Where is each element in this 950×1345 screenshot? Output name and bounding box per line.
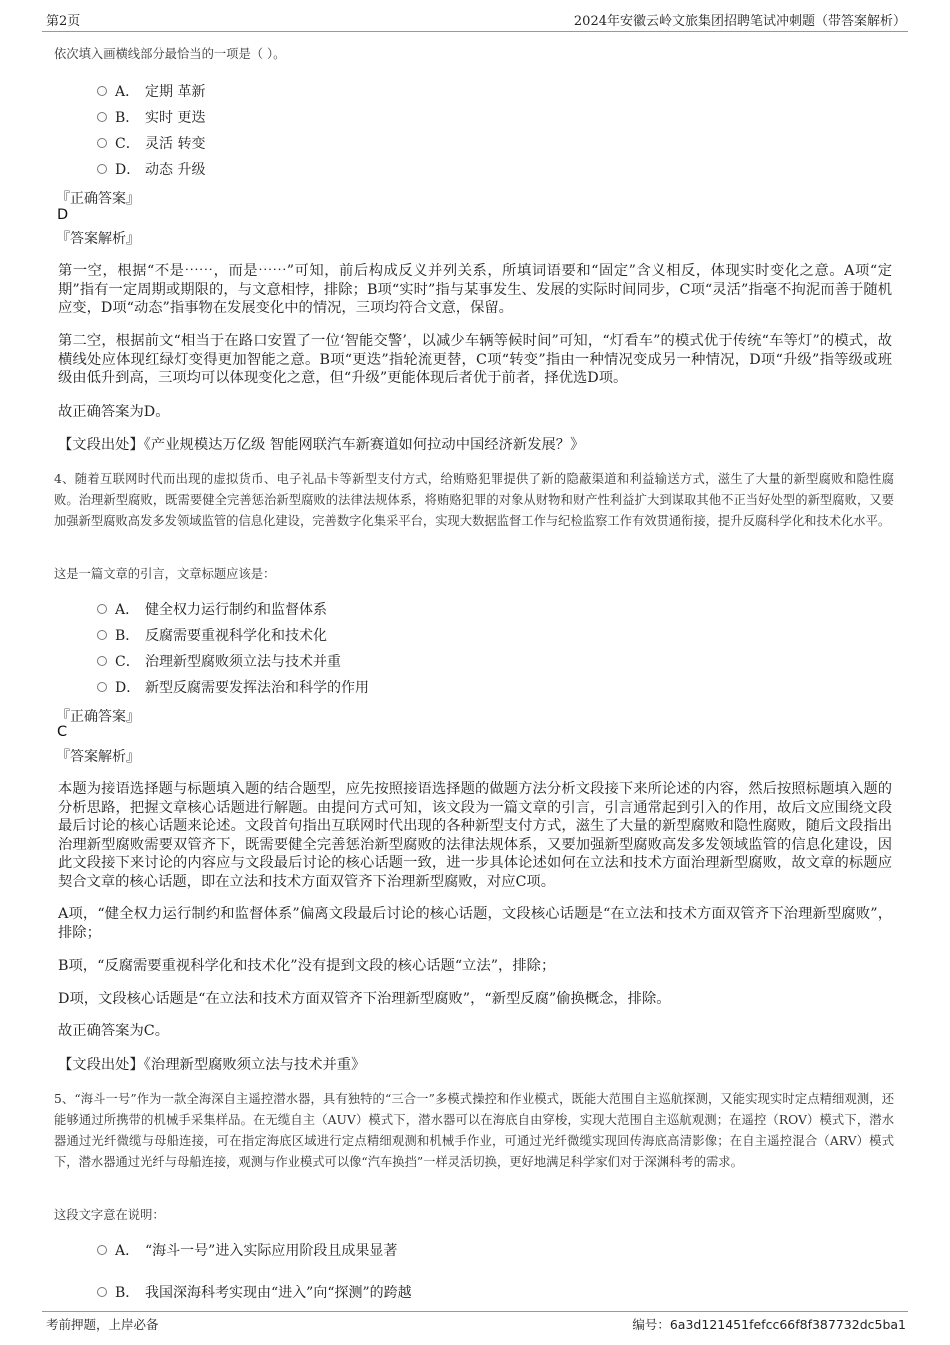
q3-analysis-para-2: 第二空，根据前文“相当于在路口安置了一位‘智能交警’，以减少车辆等候时间”可知，“灯看车”的模式优于传统“车等灯”的模式，故横线处应体现红绿灯变得更加智能之意。B项“更迭”指轮流更替，C项“转变”指由一种情况变成另一种情况，D项“升级”指等级或班级由低升到高，三项均可以体现变化之意，但“升级”更能体现后者优于前者，择优选D项。 (58, 333, 893, 386)
q4-conclusion: 故正确答案为C。 (58, 1023, 170, 1039)
document-title: 2024年安徽云岭文旅集团招聘笔试冲刺题（带答案解析） (573, 14, 906, 29)
q4-answer: C (57, 724, 68, 740)
q4-analysis-option-b: B项，“反腐需要重视科学化和技术化”没有提到文段的核心话题“立法”，排除； (58, 958, 556, 974)
footer-divider (42, 1311, 908, 1312)
radio-icon[interactable] (97, 682, 107, 692)
q3-analysis-para-1: 第一空，根据“不是⋯⋯，而是⋯⋯”可知，前后构成反义并列关系，所填词语要和“固定”含义相反，体现实时变化之意。A项“定期”指有一定周期或期限的，与文意相悖，排除；B项“实时”指与某事发生、发展的实际时间同步，C项“灵活”指毫不拘泥而善于随机应变，D项“动态”指事物在发展变化中的情况，三项均符合文意，保留。 (58, 263, 892, 316)
page-number: 第2页 (46, 14, 81, 29)
q3-option-a[interactable]: A． 定期 革新 (97, 81, 205, 101)
header-divider (42, 31, 908, 32)
q3-conclusion: 故正确答案为D。 (58, 404, 170, 420)
q3-source: 【文段出处】《产业规模达万亿级 智能网联汽车新赛道如何拉动中国经济新发展？》 (58, 437, 585, 453)
radio-icon[interactable] (97, 656, 107, 666)
radio-icon[interactable] (97, 164, 107, 174)
q5-stem: 5、“海斗一号”作为一款全海深自主遥控潜水器，具有独特的“三合一”多模式操控和作业模式，既能大范围自主巡航探测，又能实现实时定点精细观测，还能够通过所携带的机械手采集样品。在无缆自主（AUV）模式下，潜水器可以在海底自由穿梭，实现大范围自主巡航观测；在遥控（ROV）模式下，潜水器通过光纤微缆与母船连接，可在指定海底区域进行定点精细观测和机械手作业，可通过光纤微缆实现回传海底高清影像；在自主遥控混合（ARV）模式下，潜水器通过光纤与母船连接，观测与作业模式可以像“汽车换挡”一样灵活切换，更好地满足科学家们对于深渊科考的需求。 (54, 1092, 894, 1169)
q4-stem: 4、随着互联网时代而出现的虚拟货币、电子礼品卡等新型支付方式，给贿赂犯罪提供了新的隐蔽渠道和利益输送方式，滋生了大量的新型腐败和隐性腐败。治理新型腐败，既需要健全完善惩治新型腐败的法律法规体系，将贿赂犯罪的对象从财物和财产性利益扩大到谋取其他不正当好处型的新型腐败，又要加强新型腐败高发多发领域监管的信息化建设，完善数字化集采平台，实现大数据监督工作与纪检监察工作有效贯通衔接，提升反腐科学化和技术化水平。 (54, 472, 894, 528)
q4-option-c[interactable]: C． 治理新型腐败须立法与技术并重 (97, 651, 341, 671)
footer-slogan: 考前押题，上岸必备 (46, 1317, 159, 1332)
q4-option-b[interactable]: B． 反腐需要重视科学化和技术化 (97, 625, 327, 645)
q3-option-b[interactable]: B． 实时 更迭 (97, 107, 205, 127)
q3-answer: D (57, 207, 69, 223)
q3-option-c[interactable]: C． 灵活 转变 (97, 133, 205, 153)
radio-icon[interactable] (97, 112, 107, 122)
q3-prompt: 依次填入画横线部分最恰当的一项是（ ）。 (54, 47, 286, 61)
q4-analysis-label: 『答案解析』 (56, 749, 140, 765)
q3-answer-label: 『正确答案』 (56, 191, 140, 207)
q4-option-a[interactable]: A． 健全权力运行制约和监督体系 (97, 599, 327, 619)
q3-option-d[interactable]: D． 动态 升级 (97, 159, 205, 179)
q5-option-b[interactable]: B． 我国深海科考实现由“进入”向“探测”的跨越 (97, 1282, 412, 1302)
radio-icon[interactable] (97, 138, 107, 148)
q4-analysis-option-a: A项，“健全权力运行制约和监督体系”偏离文段最后讨论的核心话题，文段核心话题是“在立法和技术方面双管齐下治理新型腐败”，排除； (58, 906, 892, 941)
q4-answer-label: 『正确答案』 (56, 709, 140, 725)
radio-icon[interactable] (97, 1287, 107, 1297)
q4-prompt: 这是一篇文章的引言，文章标题应该是： (54, 567, 276, 581)
q4-analysis-option-d: D项，文段核心话题是“在立法和技术方面双管齐下治理新型腐败”，“新型反腐”偷换概念，排除。 (58, 991, 671, 1007)
q5-option-a[interactable]: A． “海斗一号”进入实际应用阶段且成果显著 (97, 1240, 397, 1260)
radio-icon[interactable] (97, 630, 107, 640)
q5-prompt: 这段文字意在说明： (54, 1208, 165, 1222)
q4-source: 【文段出处】《治理新型腐败须立法与技术并重》 (58, 1057, 366, 1073)
radio-icon[interactable] (97, 1245, 107, 1255)
q3-analysis-label: 『答案解析』 (56, 231, 140, 247)
q4-analysis-para-1: 本题为接语选择题与标题填入题的结合题型，应先按照接语选择题的做题方法分析文段接下来所论述的内容，然后按照标题填入题的分析思路，把握文章核心话题进行解题。由提问方式可知，该文段为一篇文章的引言，引言通常起到引入的作用，故后文应围绕文段最后讨论的核心话题来论述。文段首句指出互联网时代出现的各种新型支付方式，滋生了大量的新型腐败和隐性腐败，随后文段指出治理新型腐败需要双管齐下，既需要健全完善惩治新型腐败的法律法规体系，又要加强新型腐败高发多发领域监管的信息化建设，因此文段接下来讨论的内容应与文段最后讨论的核心话题一致，进一步具体论述如何在立法和技术方面治理新型腐败，故文章的标题应契合文章的核心话题，即在立法和技术方面双管齐下治理新型腐败，对应C项。 (58, 781, 892, 890)
document-id: 编号：6a3d121451fefcc66f8f387732dc5ba1 (632, 1317, 906, 1332)
radio-icon[interactable] (97, 604, 107, 614)
q4-option-d[interactable]: D． 新型反腐需要发挥法治和科学的作用 (97, 677, 369, 697)
radio-icon[interactable] (97, 86, 107, 96)
